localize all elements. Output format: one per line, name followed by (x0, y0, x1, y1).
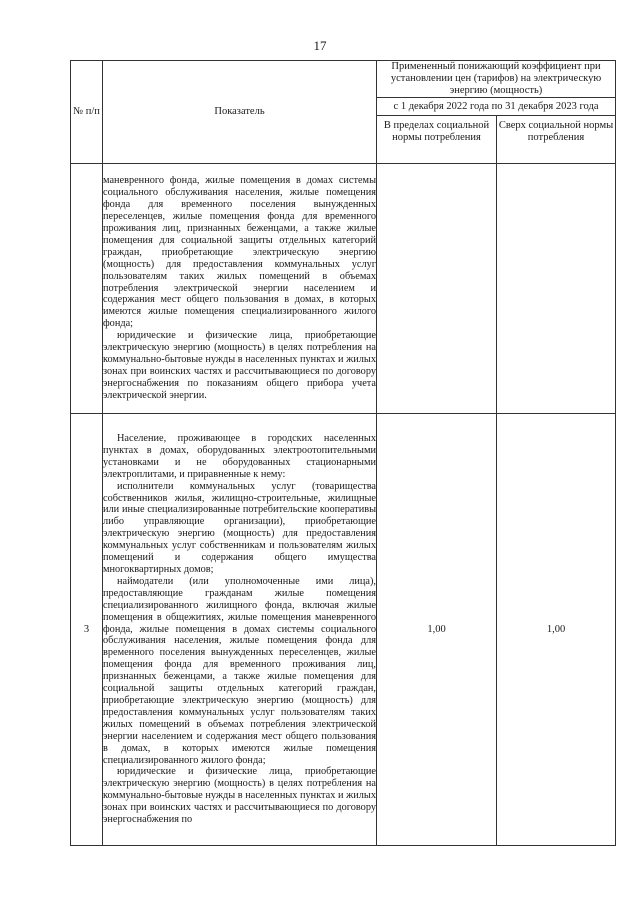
coefficient-within (377, 164, 497, 414)
header-period: с 1 декабря 2022 года по 31 декабря 2023 года (377, 98, 616, 116)
header-coefficient-title: Примененный понижающий коэффициент при установлении цен (тарифов) на электрическую энергию (мощность) (377, 61, 616, 98)
coefficient-within: 1,00 (377, 414, 497, 846)
header-number: № п/п (71, 61, 103, 164)
header-within-norm: В пределах социальной нормы потребления (377, 116, 497, 164)
header-indicator: Показатель (103, 61, 377, 164)
table-row (71, 414, 616, 846)
paragraph: наймодатели (или уполномоченные ими лица), предоставляющие гражданам жилые помещения специализированного жилищного фонда, включая жилые помещения в общежитиях, жилые помещения маневренного фонда, жилые помещения в домах системы социального обслуживания населения, жилые помещения фонда для временного поселения вынужденных переселенцев, жилые помещения фонда для временного проживания лиц, признанных беженцами, а также жилые помещения для социальной защиты отдельных категорий граждан, приобретающие электрическую энергию (мощность) для предоставления коммунальных услуг пользователям таких жилых помещений в объемах потребления электрической энергии населением и содержания мест общего пользования в домах, в которых имеются жилые помещения специализированного жилого фонда; (103, 575, 376, 766)
paragraph: юридические и физические лица, приобретающие электрическую энергию (мощность) в целях потребления на коммунально-бытовые нужды в населенных пунктах и жилых зонах при воинских частях и рассчитывающиеся по договору энергоснабжения по показаниям общего прибора учета электрической энергии. (103, 330, 376, 401)
page-number: 17 (313, 38, 327, 53)
row-indicator-text (103, 414, 377, 846)
row-number: 3 (71, 414, 103, 846)
paragraph: исполнители коммунальных услуг (товарищества собственников жилья, жилищно-строительные, жилищные или иные специализированные потребительские кооперативы либо управляющие организации), приобретающие электрическую энергию (мощность) для предоставления коммунальных услуг собственникам и пользователям жилых помещений и содержания общего имущества многоквартирных домов; (103, 480, 376, 576)
tariff-coefficient-table (70, 60, 616, 846)
table-row (71, 164, 616, 414)
row-indicator-text (103, 164, 377, 414)
paragraph: маневренного фонда, жилые помещения в домах системы социального обслуживания населения, жилые помещения фонда для временного поселения вынужденных переселенцев, жилые помещения фонда для временного проживания лиц, признанных беженцами, а также жилые помещения для социальной защиты отдельных категорий граждан, приобретающие электрическую энергию (мощность) для предоставления коммунальных услуг пользователям таких жилых помещений в объемах потребления электрической энергии населением и содержания мест общего пользования в домах, в которых имеются жилые помещения специализированного жилого фонда; (103, 175, 376, 330)
coefficient-above (497, 164, 616, 414)
header-above-norm: Сверх социальной нормы потребления (497, 116, 616, 164)
paragraph: юридические и физические лица, приобретающие электрическую энергию (мощность) в целях потребления на коммунально-бытовые нужды в населенных пунктах и жилых зонах при воинских частях и рассчитывающиеся по договору энергоснабжения по (103, 766, 376, 826)
row-number (71, 164, 103, 414)
coefficient-above: 1,00 (497, 414, 616, 846)
paragraph: Население, проживающее в городских населенных пунктах в домах, оборудованных электроотопительными установками и не оборудованных стационарными электроплитами, и приравненные к нему: (103, 433, 376, 480)
